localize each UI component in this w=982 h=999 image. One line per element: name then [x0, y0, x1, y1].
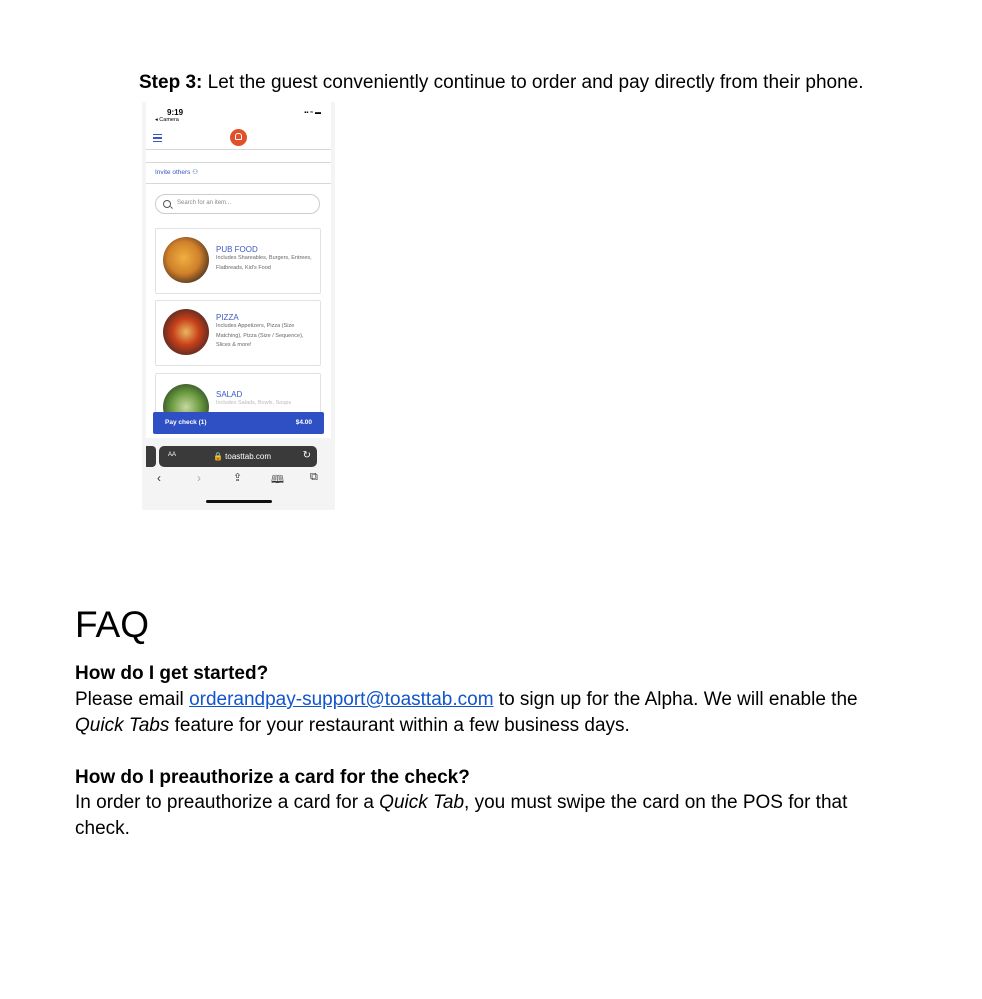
- restaurant-logo: [230, 129, 247, 146]
- reload-icon[interactable]: ↻: [302, 450, 311, 461]
- answer-emphasis: Quick Tabs: [75, 715, 170, 736]
- support-email-link[interactable]: orderandpay-support@toasttab.com: [189, 689, 494, 710]
- text-size-button[interactable]: AA: [168, 452, 177, 458]
- search-placeholder: Search for an item...: [177, 200, 232, 206]
- salad-image: [163, 384, 209, 413]
- divider: [146, 162, 331, 163]
- faq-heading: FAQ: [75, 604, 150, 645]
- url-text: 🔒 toasttab.com: [213, 452, 271, 461]
- forward-icon[interactable]: ›: [197, 471, 201, 485]
- category-description: Includes Shareables, Burgers, Entrees, Flatbreads, Kid's Food: [216, 255, 312, 271]
- faq-answer-1: [75, 687, 905, 739]
- divider: [146, 183, 331, 184]
- back-icon[interactable]: ‹: [157, 471, 161, 485]
- pay-label: Pay check (1): [165, 419, 207, 426]
- step-label: Step 3:: [139, 72, 203, 93]
- faq-answer-2: [75, 790, 905, 842]
- browser-chrome: [146, 438, 331, 510]
- phone-screenshot: [142, 102, 335, 510]
- category-title: PIZZA: [216, 313, 239, 322]
- category-description: Includes Salads, Bowls, Soups: [216, 400, 292, 406]
- category-card-pub-food[interactable]: [155, 228, 321, 294]
- menu-icon[interactable]: [153, 134, 162, 144]
- pay-amount: $4.00: [295, 419, 312, 426]
- step-text: Let the guest conveniently continue to order and pay directly from their phone.: [202, 72, 864, 93]
- answer-text: In order to preauthorize a card for a: [75, 792, 380, 813]
- answer-text: feature for your restaurant within a few business days.: [169, 715, 630, 736]
- invite-label: Invite others: [155, 169, 191, 176]
- answer-text: , you must swipe the card on the POS for that check.: [75, 792, 848, 839]
- faq-question-2: How do I preauthorize a card for the check?: [75, 767, 470, 788]
- category-title: SALAD: [216, 390, 243, 399]
- status-time: 9:19: [167, 108, 184, 117]
- divider: [146, 149, 331, 150]
- category-card-pizza[interactable]: [155, 300, 321, 366]
- browser-toolbar: [146, 471, 331, 491]
- answer-emphasis: Quick Tab: [379, 792, 465, 813]
- category-description: Includes Appetizers, Pizza (Size Matching), Pizza (Size / Sequence), Slices & more!: [216, 323, 304, 349]
- previous-tab[interactable]: [146, 446, 156, 467]
- status-icons: ▪▪ ≈ ▬: [304, 110, 321, 116]
- search-icon: [163, 200, 171, 208]
- step-3-heading: [139, 72, 864, 94]
- answer-text: Please email: [75, 689, 190, 710]
- share-icon[interactable]: ⇪: [233, 472, 243, 484]
- category-title: PUB FOOD: [216, 245, 258, 254]
- pub-food-image: [163, 237, 209, 283]
- category-card-salad[interactable]: [155, 373, 321, 413]
- people-icon: ⚇: [192, 169, 199, 176]
- home-indicator[interactable]: [206, 500, 272, 503]
- back-to-camera[interactable]: ◂ Camera: [155, 117, 179, 123]
- phone-screen: [146, 102, 331, 510]
- answer-text: to sign up for the Alpha. We will enable the: [493, 689, 858, 710]
- search-input[interactable]: [155, 194, 320, 214]
- address-bar[interactable]: [159, 446, 317, 467]
- pizza-image: [163, 309, 209, 355]
- faq-question-1: How do I get started?: [75, 663, 269, 684]
- pay-check-button[interactable]: [153, 412, 324, 434]
- invite-others-link[interactable]: [155, 168, 198, 176]
- tabs-icon[interactable]: ⧉: [310, 471, 318, 483]
- bookmarks-icon[interactable]: 🕮: [271, 474, 284, 486]
